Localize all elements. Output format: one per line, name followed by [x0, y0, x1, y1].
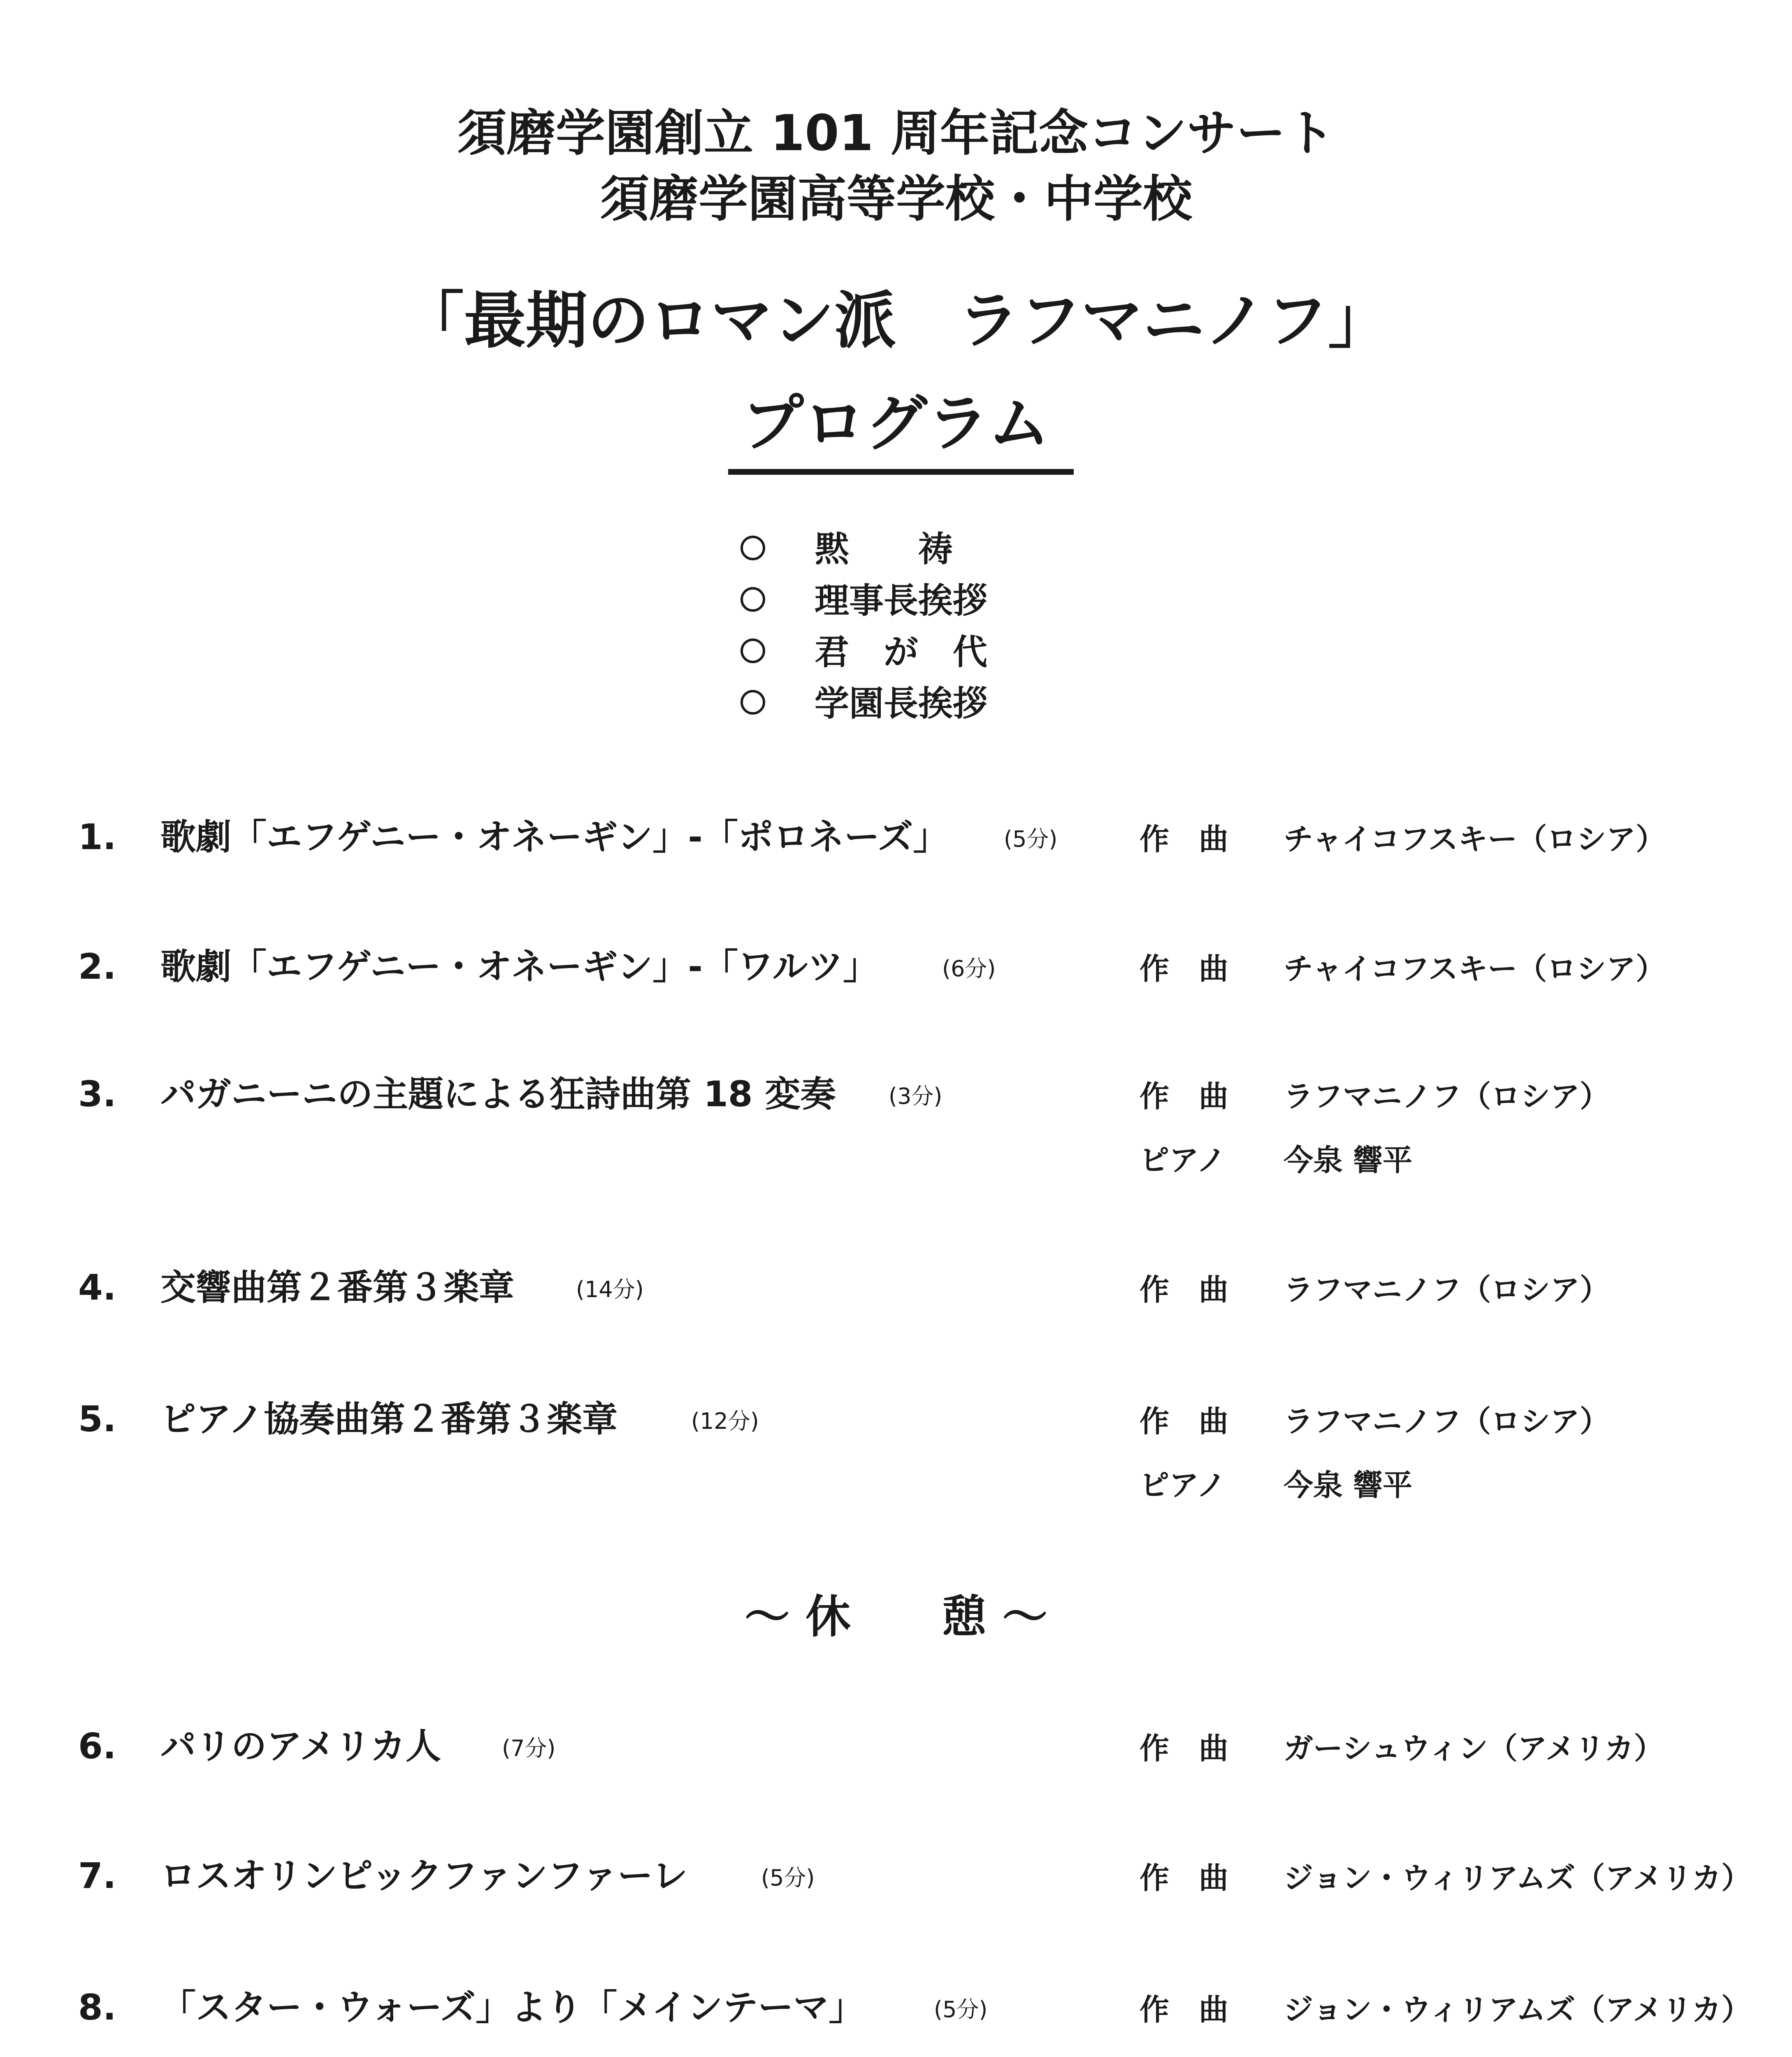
- circle-icon: [740, 587, 765, 612]
- item-title: 歌劇「エフゲニー・オネーギン」-「ワルツ」: [160, 946, 879, 987]
- credit-role: 作 曲: [1140, 1079, 1229, 1114]
- credit-role: 作 曲: [1140, 1404, 1229, 1439]
- credit-name: ラフマニノフ（ロシア）: [1284, 1404, 1610, 1439]
- item-title: パリのアメリカ人: [160, 1726, 441, 1767]
- item-title: ロスオリンピックファンファーレ: [160, 1855, 688, 1897]
- ceremony-item: 君 が 代: [740, 629, 1070, 675]
- concert-subtitle: 須磨学園創立 101 周年記念コンサート: [457, 105, 1335, 162]
- intermission: 〜 休 憩 〜: [744, 1590, 1048, 1643]
- credit-name: ラフマニノフ（ロシア）: [1284, 1079, 1610, 1114]
- item-number: 1.: [78, 817, 116, 858]
- credit-role: 作 曲: [1140, 1731, 1229, 1766]
- ceremony-item: 学園長挨拶: [740, 681, 1070, 726]
- credit-name: 今泉 響平: [1284, 1468, 1413, 1502]
- item-number: 6.: [78, 1726, 116, 1767]
- item-duration: (7分): [502, 1735, 556, 1761]
- credit-role: 作 曲: [1140, 952, 1229, 986]
- credit-name: ジョン・ウィリアムズ（アメリカ）: [1284, 1861, 1751, 1895]
- credit-role: ピアノ: [1140, 1143, 1226, 1177]
- item-title: 交響曲第２番第３楽章: [160, 1267, 514, 1308]
- program-title-underline: [728, 469, 1074, 475]
- program-title: プログラム: [742, 388, 1050, 460]
- circle-icon: [740, 638, 765, 663]
- concert-title: 「最期のロマン派 ラフマニノフ」: [402, 285, 1390, 357]
- credit-role: 作 曲: [1140, 1861, 1229, 1895]
- credit-role: ピアノ: [1140, 1468, 1226, 1502]
- credit-name: チャイコフスキー（ロシア）: [1284, 822, 1666, 857]
- circle-icon: [740, 690, 765, 715]
- item-duration: (14分): [576, 1277, 644, 1302]
- item-duration: (12分): [691, 1408, 759, 1434]
- item-number: 3.: [78, 1074, 116, 1115]
- item-number: 5.: [78, 1399, 116, 1440]
- item-title: パガニーニの主題による狂詩曲第 18 変奏: [160, 1074, 836, 1115]
- credit-name: 今泉 響平: [1284, 1143, 1413, 1177]
- school-name: 須磨学園高等学校・中学校: [600, 171, 1192, 228]
- ceremony-item: 黙 祷: [740, 527, 1070, 572]
- item-duration: (6分): [942, 956, 996, 982]
- credit-role: 作 曲: [1140, 1992, 1229, 2027]
- ceremony-item: 理事長挨拶: [740, 578, 1070, 623]
- circle-icon: [740, 536, 765, 560]
- item-title: 「スター・ウォーズ」より「メインテーマ」: [160, 1987, 864, 2028]
- item-number: 2.: [78, 946, 116, 987]
- item-number: 4.: [78, 1267, 116, 1308]
- item-number: 8.: [78, 1987, 116, 2028]
- item-title: ピアノ協奏曲第２番第３楽章: [160, 1399, 618, 1440]
- item-duration: (3分): [889, 1083, 942, 1109]
- credit-role: 作 曲: [1140, 822, 1229, 857]
- credit-name: ガーシュウィン（アメリカ）: [1284, 1731, 1664, 1766]
- item-duration: (5分): [1004, 826, 1058, 852]
- item-duration: (5分): [934, 1997, 988, 2022]
- credit-name: ラフマニノフ（ロシア）: [1284, 1272, 1610, 1307]
- credit-role: 作 曲: [1140, 1272, 1229, 1307]
- item-title: 歌劇「エフゲニー・オネーギン」-「ポロネーズ」: [160, 817, 949, 858]
- item-duration: (5分): [761, 1865, 815, 1891]
- credit-name: ジョン・ウィリアムズ（アメリカ）: [1284, 1992, 1751, 2027]
- item-number: 7.: [78, 1855, 116, 1897]
- credit-name: チャイコフスキー（ロシア）: [1284, 952, 1666, 986]
